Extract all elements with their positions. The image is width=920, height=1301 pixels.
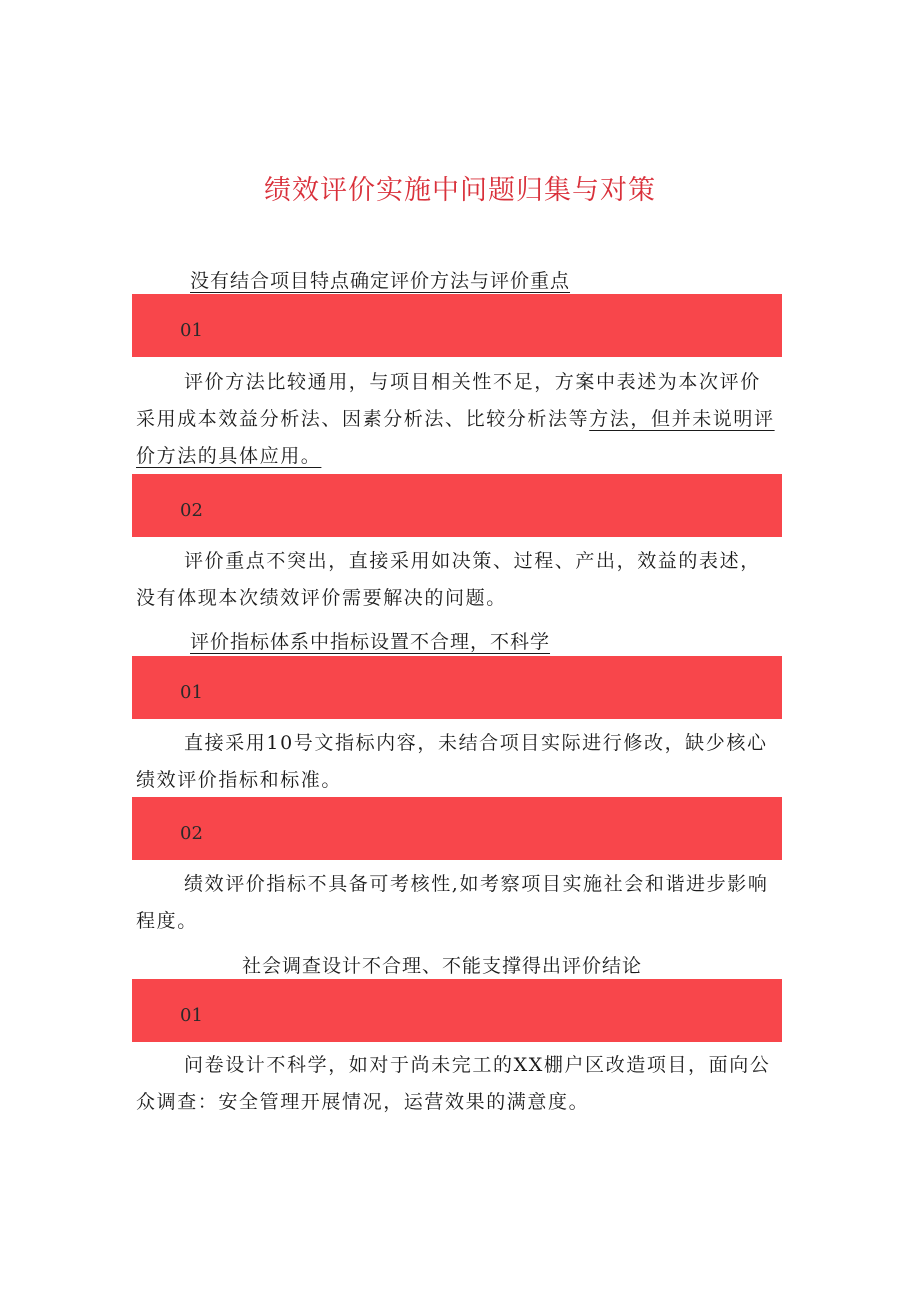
section-heading: 没有结合项目特点确定评价方法与评价重点	[190, 270, 571, 292]
item-number: 01	[180, 320, 203, 341]
item-paragraph: 直接采用10号文指标内容，未结合项目实际进行修改，缺少核心绩效评价指标和标准。	[136, 732, 768, 791]
number-banner	[132, 294, 782, 357]
item-number: 01	[180, 1005, 203, 1026]
section-heading: 评价指标体系中指标设置不合理，不科学	[190, 631, 551, 653]
number-banner	[132, 979, 782, 1042]
item-paragraph	[136, 364, 776, 475]
number-banner	[132, 656, 782, 719]
item-number: 01	[180, 682, 203, 703]
item-paragraph: 绩效评价指标不具备可考核性,如考察项目实施社会和谐进步影响程度。	[136, 873, 769, 932]
item-number: 02	[180, 500, 203, 521]
item-paragraph: 评价重点不突出，直接采用如决策、过程、产出，效益的表述，没有体现本次绩效评价需要解决的问题。	[136, 550, 761, 609]
paragraph-text: 评价方法比较通用，与项目相关性不足，方案中表述为本次评价采用成本效益分析法、因素分析法、比较分析法等	[136, 371, 761, 430]
document-title: 绩效评价实施中问题归集与对策	[264, 175, 656, 206]
number-banner	[132, 797, 782, 860]
item-paragraph: 问卷设计不科学，如对于尚未完工的XX棚户区改造项目，面向公众调查：安全管理开展情况，运营效果的满意度。	[136, 1054, 771, 1113]
section-heading: 社会调查设计不合理、不能支撑得出评价结论	[242, 955, 643, 977]
underlined-text: 方法，但并未说明评价方法的具体应用。	[136, 408, 775, 467]
number-banner	[132, 474, 782, 537]
item-number: 02	[180, 823, 203, 844]
